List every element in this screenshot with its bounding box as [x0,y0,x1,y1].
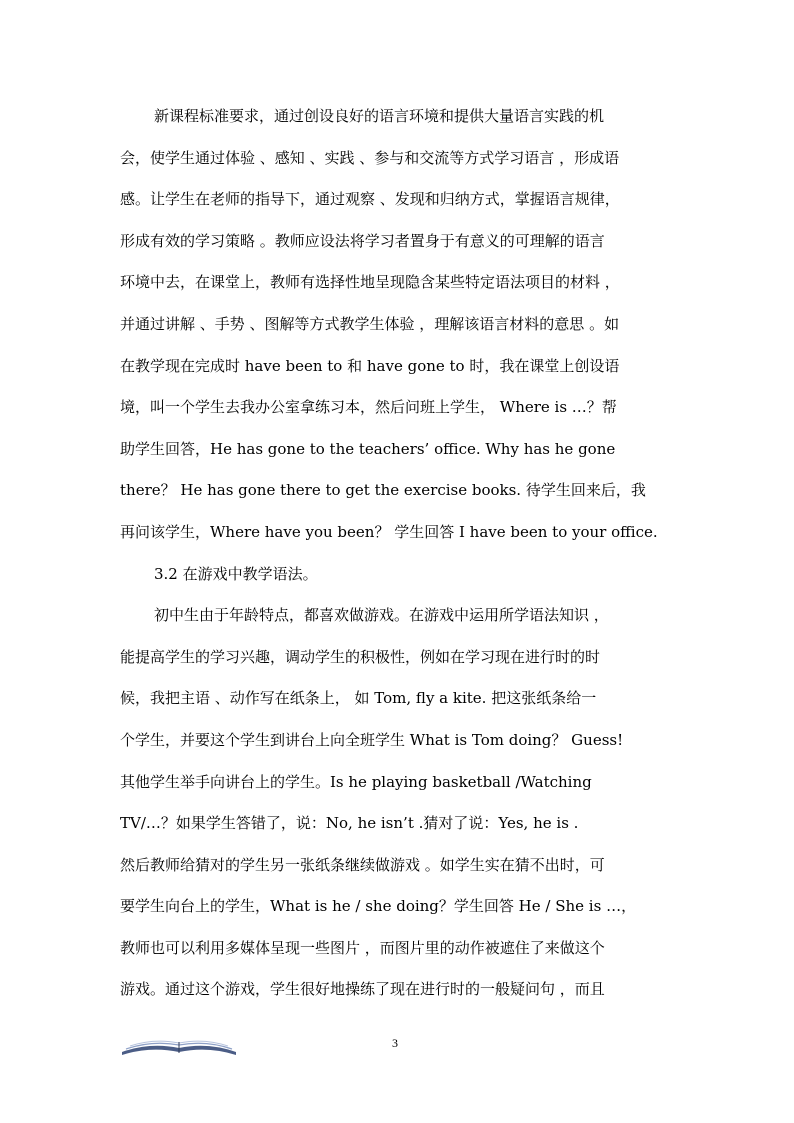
text-line: 环境中去，在课堂上，教师有选择性地呈现隐含某些特定语法项目的材料 ， [120,273,620,292]
text-line: 会，使学生通过体验 、感知 、实践 、参与和交流等方式学习语言 ，形成语 [120,148,620,167]
text-line: 教师也可以利用多媒体呈现一些图片 ，而图片里的动作被遮住了来做这个 [120,938,605,957]
text-line: 感。让学生在老师的指导下，通过观察 、发现和归纳方式，掌握语言规律， [120,190,620,209]
open-book-icon [120,1034,238,1058]
text-line: 要学生向台上的学生，What is he / she doing？学生回答 He / She is …， [120,897,637,916]
text-line: 候，我把主语 、动作写在纸条上， 如 Tom, fly a kite. 把这张纸条给一 [120,689,597,708]
page-number: 3 [392,1036,398,1050]
text-line: 游戏。通过这个游戏，学生很好地操练了现在进行时的一般疑问句 ，而且 [120,980,605,999]
body-text [120,100,720,1015]
text-line: 再问该学生，Where have you been？ 学生回答 I have been to your office. [120,522,658,541]
text-line: 在教学现在完成时 have been to 和 have gone to 时，我在课堂上创设语 [120,356,620,375]
text-line: 境，叫一个学生去我办公室拿练习本，然后问班上学生， Where is …？帮 [120,398,617,417]
text-line: 初中生由于年龄特点，都喜欢做游戏。在游戏中运用所学语法知识 ， [154,606,609,625]
text-line: 新课程标准要求，通过创设良好的语言环境和提供大量语言实践的机 [154,107,605,125]
text-line: there？ He has gone there to get the exercise books. 待学生回来后，我 [120,481,646,500]
text-line: 形成有效的学习策略 。教师应设法将学习者置身于有意义的可理解的语言 [120,231,605,250]
text-line: 并通过讲解 、手势 、图解等方式教学生体验 ，理解该语言材料的意思 。如 [120,314,620,333]
text-line: 3.2 在游戏中教学语法。 [154,564,318,583]
text-line: 其他学生举手向讲台上的学生。Is he playing basketball /Watching [120,772,592,791]
text-line: 个学生，并要这个学生到讲台上向全班学生 What is Tom doing？ Guess! [120,730,624,749]
text-line: 然后教师给猜对的学生另一张纸条继续做游戏 。如学生实在猜不出时，可 [120,855,605,874]
text-line: TV/…？如果学生答错了，说：No, he isn’t .猜对了说：Yes, he is . [120,814,579,833]
text-line: 能提高学生的学习兴趣，调动学生的积极性，例如在学习现在进行时的时 [120,647,601,666]
text-line: 助学生回答，He has gone to the teachers’ office. Why has he gone [120,439,616,458]
